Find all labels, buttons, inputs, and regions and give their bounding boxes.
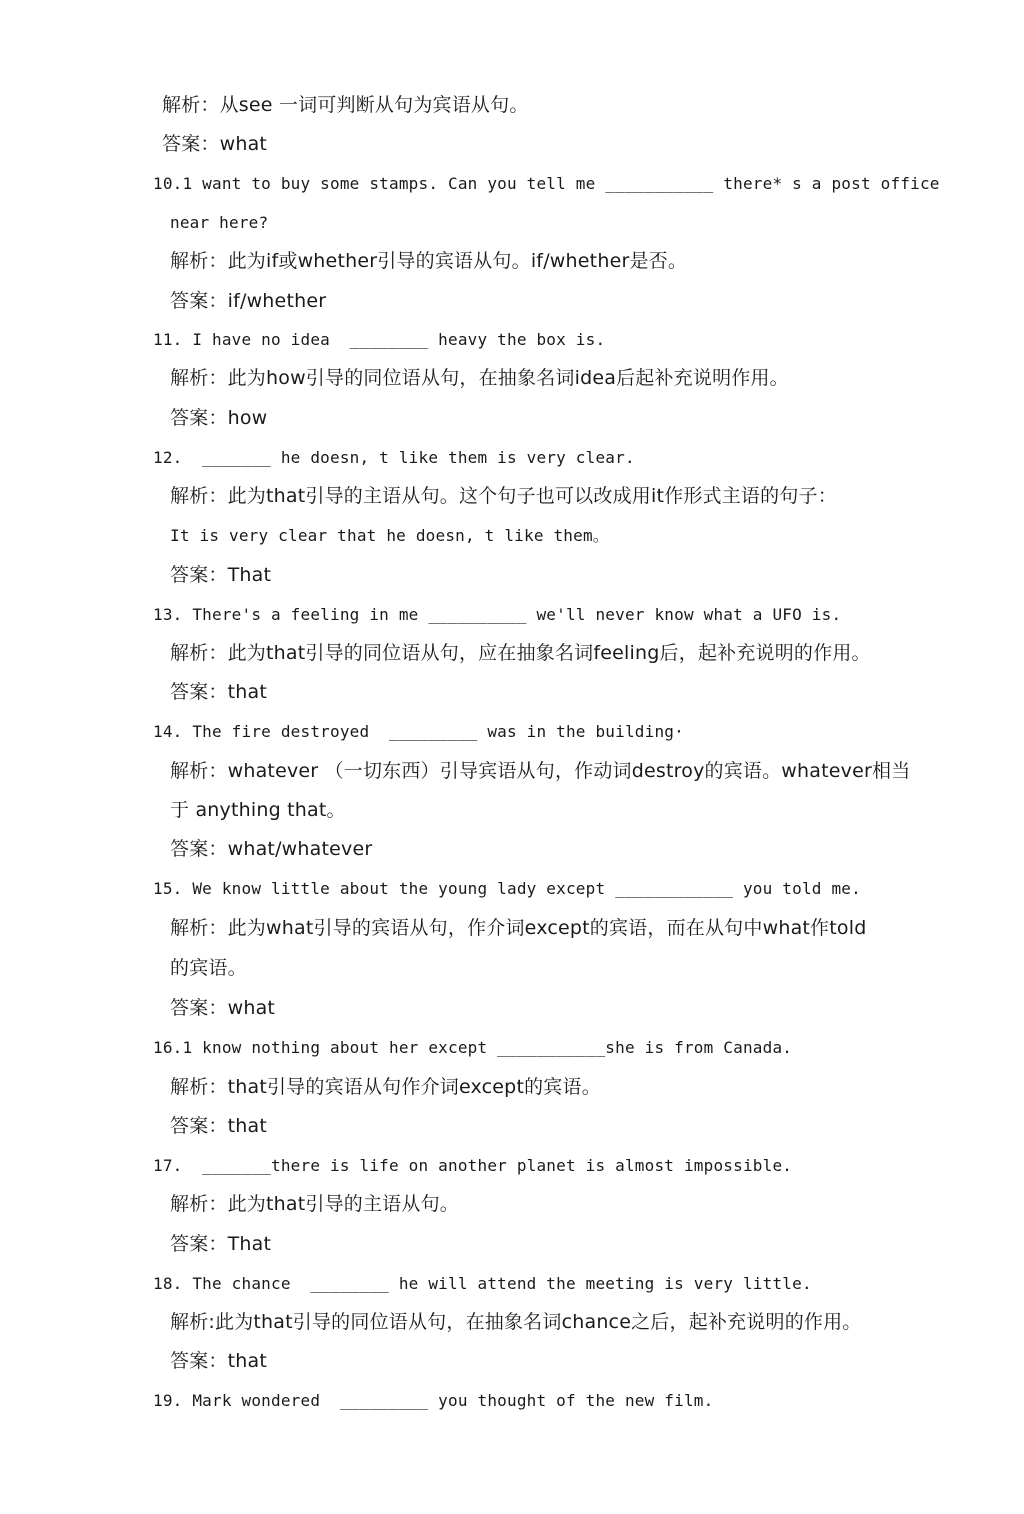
- answer-line: 答案：that: [170, 1115, 267, 1137]
- answer-line: 答案：how: [170, 407, 268, 429]
- question-10: 10.1 want to buy some stamps. Can you tell me ___________ there* s a post office: [153, 174, 940, 193]
- answer-line: 答案：what: [162, 133, 268, 155]
- analysis-line: 解析:此为that引导的同位语从句，在抽象名词chance之后，起补充说明的作用。: [170, 1311, 862, 1333]
- answer-line: 答案：that: [170, 1350, 267, 1372]
- analysis-line: 解析：此为that引导的主语从句。: [170, 1193, 459, 1215]
- analysis-line: 解析：此为that引导的同位语从句，应在抽象名词feeling后，起补充说明的作用。: [170, 642, 871, 664]
- analysis-line-continued: 于 anything that。: [170, 799, 346, 821]
- question-10-continued: near here?: [170, 213, 269, 232]
- analysis-line: 解析：that引导的宾语从句作介词except的宾语。: [170, 1076, 601, 1098]
- question-15: 15. We know little about the young lady except ____________ you told me.: [153, 879, 861, 898]
- question-18: 18. The chance ________ he will attend the meeting is very little.: [153, 1274, 812, 1293]
- analysis-line: 解析：此为if或whether引导的宾语从句。if/whether是否。: [170, 250, 688, 272]
- question-12: 12. _______ he doesn, t like them is very clear.: [153, 448, 635, 467]
- analysis-line: 解析：此为that引导的主语从句。这个句子也可以改成用it作形式主语的句子：: [170, 485, 837, 507]
- analysis-line: 解析：whatever （一切东西）引导宾语从句，作动词destroy的宾语。whatever相当: [170, 760, 911, 782]
- analysis-line-continued: It is very clear that he doesn, t like them。: [170, 526, 610, 545]
- question-17: 17. _______there is life on another planet is almost impossible.: [153, 1156, 793, 1175]
- answer-line: 答案：what/whatever: [170, 838, 373, 860]
- analysis-line: 解析：此为what引导的宾语从句，作介词except的宾语，而在从句中what作told: [170, 917, 867, 939]
- analysis-line: 解析：从see 一词可判断从句为宾语从句。: [162, 94, 529, 116]
- question-11: 11. I have no idea ________ heavy the box is.: [153, 330, 606, 349]
- question-19: 19. Mark wondered _________ you thought of the new film.: [153, 1391, 714, 1410]
- answer-line: 答案：that: [170, 681, 267, 703]
- analysis-line: 解析：此为how引导的同位语从句，在抽象名词idea后起补充说明作用。: [170, 367, 789, 389]
- answer-line: 答案：That: [170, 564, 272, 586]
- question-13: 13. There's a feeling in me __________ we'll never know what a UFO is.: [153, 605, 842, 624]
- question-16: 16.1 know nothing about her except ___________she is from Canada.: [153, 1038, 793, 1057]
- answer-line: 答案：what: [170, 997, 276, 1019]
- answer-line: 答案：if/whether: [170, 290, 327, 312]
- question-14: 14. The fire destroyed _________ was in the building·: [153, 722, 684, 741]
- answer-line: 答案：That: [170, 1233, 272, 1255]
- analysis-line-continued: 的宾语。: [170, 957, 247, 979]
